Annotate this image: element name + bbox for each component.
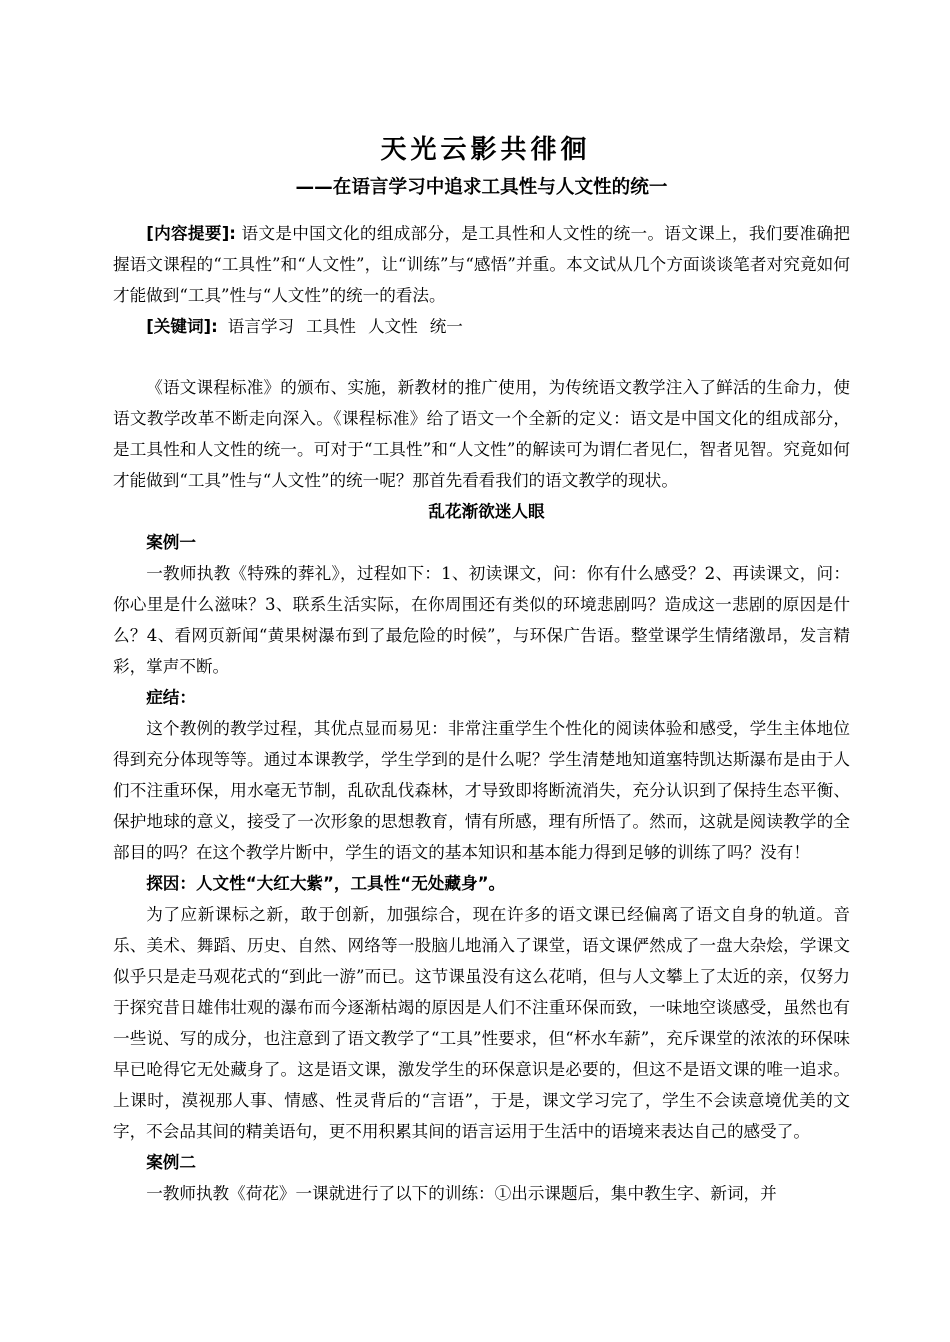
cause-paragraph: 为了应新课标之新，敢于创新，加强综合，现在许多的语文课已经偏离了语文自身的轨道。音乐、美术、舞蹈、历史、自然、网络等一股脑儿地涌入了课堂，语文课俨然成了一盘大杂烩，学课文似乎只是走马观花式的“到此一游”而已。这节课虽没有这么花哨，但与人文攀上了太近的亲，仅努力于探究昔日雄伟壮观的瀑布而今逐渐枯竭的原因是人们不注重环保而致，一味地空谈感受，虽然也有一些说、写的成分，也注意到了语文教学了“工具”性要求，但“杯水车薪”，充斥课堂的浓浓的环保味早已呛得它无处藏身了。这是语文课，激发学生的环保意识是必要的，但这不是语文课的唯一追求。上课时，漠视那人事、情感、性灵背后的“言语”，于是，课文学习完了，学生不会读意境优美的文字，不会品其间的精美语句，更不用积累其间的语言运用于生活中的语境来表达自己的感受了。 <box>113 905 850 1141</box>
spacer <box>113 342 850 372</box>
symptom-label: 症结： <box>146 688 196 707</box>
keyword: 工具性 <box>306 317 356 336</box>
section-heading: 乱花渐欲迷人眼 <box>428 502 545 521</box>
keyword: 人文性 <box>367 317 418 336</box>
keywords-line <box>113 311 850 342</box>
case-two-label: 案例二 <box>146 1153 196 1172</box>
symptom-paragraph: 这个教例的教学过程，其优点显而易见：非常注重学生个性化的阅读体验和感受，学生主体地位得到充分体现等等。通过本课教学，学生学到的是什么呢？学生清楚地知道塞特凯达斯瀑布是由于人们不注重环保，用水毫无节制，乱砍乱伐森林，才导致即将断流消失，充分认识到了保持生态平衡、保护地球的意义，接受了一次形象的思想教育，情有所感，理有所悟了。然而，这就是阅读教学的全部目的吗？在这个教学片断中，学生的语文的基本知识和基本能力得到足够的训练了吗？没有！ <box>113 719 850 862</box>
case-two-paragraph: 一教师执教《荷花》一课就进行了以下的训练：①出示课题后，集中教生字、新词，并 <box>146 1184 777 1203</box>
keyword: 统一 <box>429 317 463 336</box>
case-one-label: 案例一 <box>146 533 196 552</box>
keyword: 语言学习 <box>227 317 295 336</box>
document-title: 天光云影共徘徊 <box>380 135 591 165</box>
cause-label: 探因：人文性“大红大紫”，工具性“无处藏身”。 <box>146 874 506 893</box>
keywords-label: [关键词]: <box>146 317 218 336</box>
abstract-label: [内容提要]: <box>146 224 236 243</box>
document-subtitle: ——在语言学习中追求工具性与人文性的统一 <box>295 177 668 198</box>
intro-paragraph: 《语文课程标准》的颁布、实施，新教材的推广使用，为传统语文教学注入了鲜活的生命力，使语文教学改革不断走向深入。《课程标准》给了语文一个全新的定义：语文是中国文化的组成部分，是工具性和人文性的统一。可对于“工具性”和“人文性”的解读可为谓仁者见仁，智者见智。究竟如何才能做到“工具”性与“人文性”的统一呢？那首先看看我们的语文教学的现状。 <box>113 378 850 490</box>
abstract-paragraph <box>113 218 850 311</box>
document-page <box>113 130 850 1209</box>
case-one-paragraph: 一教师执教《特殊的葬礼》，过程如下：1、初读课文，问：你有什么感受？2、再读课文，问：你心里是什么滋味？3、联系生活实际，在你周围还有类似的环境悲剧吗？造成这一悲剧的原因是什么？4、看网页新闻“黄果树瀑布到了最危险的时候”，与环保广告语。整堂课学生情绪激昂，发言精彩，掌声不断。 <box>113 564 850 676</box>
abstract-text: 语文是中国文化的组成部分，是工具性和人文性的统一。语文课上，我们要准确把握语文课程的“工具性”和“人文性”，让“训练”与“感悟”并重。本文试从几个方面谈谈笔者对究竟如何才能做到“工具”性与“人文性”的统一的看法。 <box>113 224 850 305</box>
